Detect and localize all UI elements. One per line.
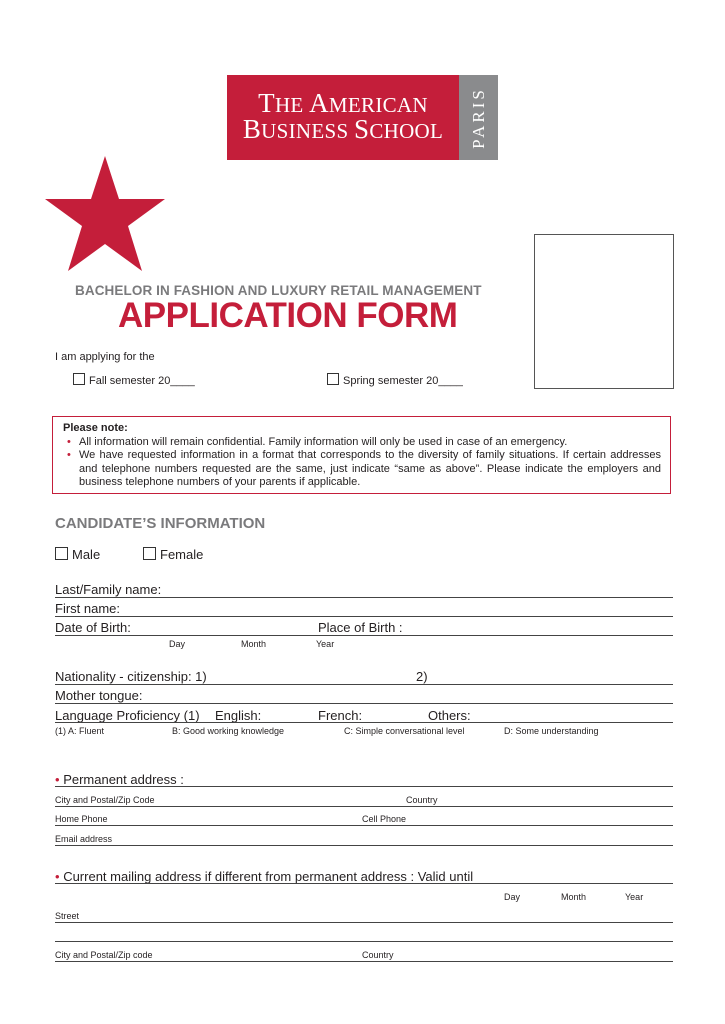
mailing-city-field[interactable] [55,961,673,962]
applying-intro: I am applying for the [55,351,155,363]
mailing-valid-field[interactable] [55,883,673,884]
pob-label: Place of Birth : [318,620,403,635]
email-field[interactable] [55,845,673,846]
logo-text: CHOOL [369,119,444,143]
mailing-address-text: Current mailing address if different from permanent address : Valid until [63,869,474,884]
city-zip-label: City and Postal/Zip Code [55,795,155,805]
first-name-label: First name: [55,601,121,616]
male-checkbox[interactable] [55,547,68,560]
mother-tongue-label: Mother tongue: [55,688,143,703]
level-c: C: Simple conversational level [344,726,465,736]
fall-label: Fall semester 20____ [89,375,195,387]
street-field-2[interactable] [55,941,673,942]
page-title: APPLICATION FORM [118,296,458,335]
mailing-day-hint: Day [504,892,521,902]
photo-box [534,234,674,389]
cell-phone-label: Cell Phone [362,814,407,824]
logo-text: MERICAN [328,93,428,117]
permanent-address-field[interactable] [55,786,673,787]
permanent-address-label [55,772,184,787]
english-label: English: [215,708,262,723]
bullet-icon: • [67,436,71,448]
note-item [67,436,661,450]
spring-semester-option[interactable] [327,373,463,387]
mailing-country-label: Country [362,950,394,960]
logo-paris-text: PARIS [468,86,488,149]
mailing-city-label: City and Postal/Zip code [55,950,153,960]
language-field[interactable] [55,722,673,723]
fall-checkbox[interactable] [73,373,85,385]
male-option[interactable] [55,547,100,562]
note-box [52,416,671,494]
fall-semester-option[interactable] [73,373,195,387]
last-name-label: Last/Family name: [55,582,162,597]
logo-text: A [309,88,329,118]
bullet-icon: • [55,869,60,884]
school-logo [227,75,459,160]
dob-pob-field[interactable] [55,635,673,636]
note-item [67,449,661,490]
french-label: French: [318,708,363,723]
level-a: (1) A: Fluent [55,726,105,736]
language-label: Language Proficiency (1) [55,708,200,723]
home-phone-label: Home Phone [55,814,108,824]
year-hint: Year [316,639,335,649]
nationality-field[interactable] [55,684,673,685]
spring-label: Spring semester 20____ [343,375,463,387]
note-text: We have requested information in a format that corresponds to the diversity of family situations. If certain addresses and telephone numbers requested are the same, just indicate “same as above”. Please indicate the employers and business telephone numbers of your parents if applicable. [79,449,661,488]
last-name-field[interactable] [55,597,673,598]
city-country-field[interactable] [55,806,673,807]
logo-text: T [258,88,275,118]
level-b: B: Good working knowledge [172,726,285,736]
mailing-month-hint: Month [561,892,587,902]
country-label: Country [406,795,438,805]
logo-text: B [242,114,262,144]
spring-checkbox[interactable] [327,373,339,385]
logo-text: HE [274,93,310,117]
nationality-label: Nationality - citizenship: 1) [55,669,207,684]
permanent-address-text: Permanent address : [63,772,184,787]
phone-field[interactable] [55,825,673,826]
logo-text: USINESS [261,119,354,143]
street-label: Street [55,911,80,921]
street-field[interactable] [55,922,673,923]
program-subtitle: BACHELOR IN FASHION AND LUXURY RETAIL MANAGEMENT [75,283,482,298]
female-option[interactable] [143,547,203,562]
month-hint: Month [241,639,267,649]
level-d: D: Some understanding [504,726,599,736]
day-hint: Day [169,639,186,649]
others-label: Others: [428,708,471,723]
mother-tongue-field[interactable] [55,703,673,704]
first-name-field[interactable] [55,616,673,617]
mailing-year-hint: Year [625,892,644,902]
email-label: Email address [55,834,113,844]
note-title: Please note: [63,422,128,434]
female-checkbox[interactable] [143,547,156,560]
male-label: Male [72,547,101,562]
bullet-icon: • [55,772,60,787]
star-icon [44,156,166,272]
bullet-icon: • [67,449,71,461]
mailing-address-label [55,869,473,884]
logo-text: S [353,114,370,144]
logo-paris-band [459,75,498,160]
dob-label: Date of Birth: [55,620,131,635]
female-label: Female [160,547,204,562]
nationality2-label: 2) [416,669,428,684]
section-heading: CANDIDATE’S INFORMATION [55,515,266,532]
note-text: All information will remain confidential. Family information will only be used in case of an emergency. [79,436,568,448]
